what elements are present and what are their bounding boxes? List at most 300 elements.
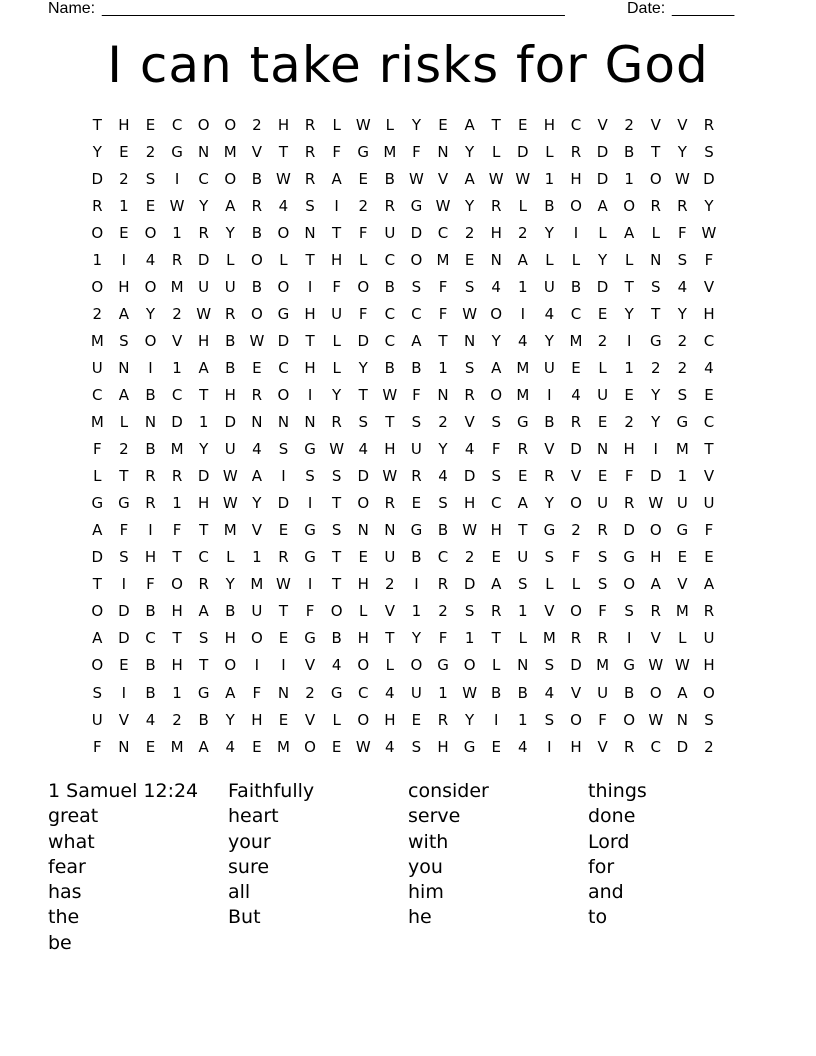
grid-letter[interactable]: M (675, 440, 689, 459)
grid-letter[interactable]: 2 (358, 196, 368, 215)
grid-letter[interactable]: B (251, 277, 262, 296)
grid-letter[interactable]: G (304, 629, 316, 648)
grid-letter[interactable]: O (649, 521, 662, 540)
grid-letter[interactable]: B (624, 142, 635, 161)
grid-letter[interactable]: R (544, 467, 555, 486)
grid-letter[interactable]: U (251, 602, 263, 621)
grid-letter[interactable]: 4 (544, 304, 555, 323)
grid-letter[interactable]: N (676, 710, 688, 729)
grid-letter[interactable]: B (331, 629, 342, 648)
grid-letter[interactable]: A (225, 683, 236, 702)
grid-letter[interactable]: B (145, 602, 156, 621)
grid-letter[interactable]: O (649, 683, 662, 702)
grid-letter[interactable]: N (304, 413, 316, 432)
grid-letter[interactable]: S (704, 710, 714, 729)
grid-letter[interactable]: Y (252, 494, 262, 513)
grid-letter[interactable]: R (331, 413, 342, 432)
grid-letter[interactable]: E (278, 629, 289, 648)
grid-letter[interactable]: B (624, 683, 635, 702)
grid-letter[interactable]: A (491, 575, 502, 594)
grid-letter[interactable]: 1 (438, 358, 448, 377)
grid-letter[interactable]: A (92, 629, 103, 648)
grid-letter[interactable]: O (91, 602, 104, 621)
grid-letter[interactable]: E (252, 358, 262, 377)
grid-letter[interactable]: D (171, 413, 183, 432)
grid-letter[interactable]: M (569, 331, 583, 350)
grid-letter[interactable]: D (623, 521, 635, 540)
grid-letter[interactable]: M (170, 440, 184, 459)
grid-letter[interactable]: S (411, 737, 422, 756)
grid-letter[interactable]: T (438, 331, 448, 350)
grid-letter[interactable]: O (91, 223, 104, 242)
grid-letter[interactable]: 2 (172, 710, 182, 729)
grid-letter[interactable]: M (675, 602, 689, 621)
grid-letter[interactable]: B (145, 440, 156, 459)
grid-letter[interactable]: O (649, 169, 662, 188)
grid-letter[interactable]: G (516, 413, 529, 432)
grid-letter[interactable]: H (463, 494, 476, 513)
grid-letter[interactable]: F (412, 142, 421, 161)
grid-letter[interactable]: B (411, 358, 422, 377)
grid-letter[interactable]: V (118, 710, 130, 729)
grid-letter[interactable]: H (198, 331, 210, 350)
grid-letter[interactable]: Y (651, 413, 661, 432)
grid-letter[interactable]: W (674, 169, 690, 188)
grid-letter[interactable]: 1 (464, 629, 475, 648)
grid-letter[interactable]: N (437, 142, 449, 161)
grid-letter[interactable]: U (597, 683, 609, 702)
grid-letter[interactable]: F (438, 304, 448, 323)
grid-letter[interactable]: Y (438, 440, 448, 459)
grid-letter[interactable]: I (520, 304, 526, 323)
grid-letter[interactable]: A (677, 683, 688, 702)
grid-letter[interactable]: Y (465, 142, 475, 161)
grid-letter[interactable]: C (198, 169, 209, 188)
grid-letter[interactable]: E (518, 115, 528, 134)
grid-letter[interactable]: Y (597, 250, 608, 269)
grid-letter[interactable]: G (437, 656, 449, 675)
grid-letter[interactable]: A (491, 358, 502, 377)
grid-letter[interactable]: W (355, 737, 371, 756)
grid-letter[interactable]: O (250, 304, 263, 323)
grid-letter[interactable]: R (304, 142, 316, 161)
grid-letter[interactable]: M (516, 358, 530, 377)
grid-letter[interactable]: T (704, 440, 714, 459)
grid-letter[interactable]: 2 (305, 683, 315, 702)
grid-letter[interactable]: E (597, 304, 608, 323)
grid-letter[interactable]: N (384, 521, 396, 540)
grid-letter[interactable]: A (198, 602, 209, 621)
grid-letter[interactable]: Y (199, 196, 209, 215)
grid-letter[interactable]: W (462, 521, 478, 540)
grid-letter[interactable]: S (411, 277, 422, 296)
grid-letter[interactable]: L (332, 331, 341, 350)
grid-letter[interactable]: E (491, 737, 501, 756)
grid-letter[interactable]: H (490, 223, 502, 242)
grid-letter[interactable]: S (677, 385, 688, 404)
grid-letter[interactable]: H (570, 737, 582, 756)
grid-letter[interactable]: I (307, 494, 313, 513)
grid-letter[interactable]: B (544, 196, 555, 215)
grid-letter[interactable]: 2 (119, 440, 129, 459)
grid-letter[interactable]: I (254, 656, 260, 675)
grid-letter[interactable]: T (332, 548, 342, 567)
grid-letter[interactable]: L (518, 196, 527, 215)
grid-letter[interactable]: F (598, 602, 607, 621)
grid-letter[interactable]: D (570, 656, 582, 675)
grid-letter[interactable]: V (544, 602, 555, 621)
grid-letter[interactable]: A (331, 169, 342, 188)
grid-letter[interactable]: 1 (518, 277, 528, 296)
grid-letter[interactable]: O (490, 304, 503, 323)
grid-letter[interactable]: 4 (225, 737, 236, 756)
grid-letter[interactable]: C (570, 304, 582, 323)
grid-letter[interactable]: 2 (677, 331, 688, 350)
grid-letter[interactable]: 1 (438, 683, 448, 702)
grid-letter[interactable]: B (544, 413, 555, 432)
grid-letter[interactable]: F (92, 440, 102, 459)
grid-letter[interactable]: 1 (544, 169, 555, 188)
grid-letter[interactable]: U (91, 710, 103, 729)
grid-letter[interactable]: H (570, 169, 582, 188)
grid-letter[interactable]: 2 (92, 304, 103, 323)
grid-letter[interactable]: R (570, 413, 582, 432)
grid-letter[interactable]: 2 (172, 304, 182, 323)
grid-letter[interactable]: 2 (704, 737, 714, 756)
grid-letter[interactable]: T (624, 277, 634, 296)
grid-letter[interactable]: S (704, 142, 714, 161)
grid-letter[interactable]: S (331, 521, 342, 540)
grid-letter[interactable]: G (623, 656, 635, 675)
grid-letter[interactable]: R (677, 196, 688, 215)
grid-letter[interactable]: I (414, 575, 419, 594)
grid-letter[interactable]: Y (704, 196, 714, 215)
grid-letter[interactable]: A (703, 575, 715, 594)
grid-letter[interactable]: Y (411, 629, 421, 648)
grid-letter[interactable]: E (411, 710, 422, 729)
grid-letter[interactable]: G (277, 304, 290, 323)
grid-letter[interactable]: R (597, 521, 608, 540)
grid-letter[interactable]: L (226, 250, 235, 269)
grid-letter[interactable]: L (119, 413, 129, 432)
grid-letter[interactable]: F (704, 521, 714, 540)
grid-letter[interactable]: G (649, 331, 662, 350)
grid-letter[interactable]: H (198, 494, 210, 513)
grid-letter[interactable]: I (121, 575, 127, 594)
grid-letter[interactable]: R (171, 250, 183, 269)
grid-letter[interactable]: Y (411, 115, 421, 134)
grid-letter[interactable]: T (651, 304, 661, 323)
grid-letter[interactable]: I (573, 223, 579, 242)
grid-letter[interactable]: D (91, 169, 104, 188)
grid-letter[interactable]: H (703, 304, 715, 323)
grid-letter[interactable]: Y (544, 331, 554, 350)
grid-letter[interactable]: 2 (677, 358, 688, 377)
grid-letter[interactable]: U (198, 277, 210, 296)
grid-letter[interactable]: F (438, 629, 448, 648)
grid-letter[interactable]: O (623, 710, 636, 729)
grid-letter[interactable]: I (174, 169, 180, 188)
grid-letter[interactable]: C (650, 737, 661, 756)
grid-letter[interactable]: E (571, 358, 581, 377)
grid-letter[interactable]: Y (465, 196, 475, 215)
grid-letter[interactable]: M (170, 277, 184, 296)
grid-letter[interactable]: I (121, 683, 127, 702)
grid-letter[interactable]: B (198, 710, 209, 729)
grid-letter[interactable]: G (304, 440, 316, 459)
grid-letter[interactable]: E (597, 467, 608, 486)
grid-letter[interactable]: L (678, 629, 687, 648)
grid-letter[interactable]: F (491, 440, 501, 459)
grid-letter[interactable]: L (359, 250, 368, 269)
grid-letter[interactable]: B (225, 358, 236, 377)
grid-letter[interactable]: 2 (385, 575, 395, 594)
grid-letter[interactable]: U (331, 304, 343, 323)
grid-letter[interactable]: H (490, 521, 502, 540)
grid-letter[interactable]: O (570, 494, 582, 513)
grid-letter[interactable]: O (171, 575, 183, 594)
grid-letter[interactable]: R (145, 494, 156, 513)
grid-letter[interactable]: T (385, 413, 395, 432)
grid-letter[interactable]: 4 (385, 683, 395, 702)
grid-letter[interactable]: 1 (119, 196, 129, 215)
grid-letter[interactable]: 1 (172, 494, 182, 513)
grid-letter[interactable]: R (437, 710, 449, 729)
grid-letter[interactable]: M (383, 142, 397, 161)
grid-letter[interactable]: V (304, 710, 316, 729)
grid-letter[interactable]: A (198, 737, 209, 756)
grid-letter[interactable]: R (570, 142, 582, 161)
grid-letter[interactable]: T (491, 115, 501, 134)
grid-letter[interactable]: M (223, 142, 237, 161)
grid-letter[interactable]: 4 (491, 277, 501, 296)
grid-letter[interactable]: V (677, 115, 688, 134)
grid-letter[interactable]: D (91, 548, 104, 567)
grid-letter[interactable]: M (170, 737, 184, 756)
grid-letter[interactable]: G (410, 196, 423, 215)
grid-letter[interactable]: T (358, 385, 368, 404)
grid-letter[interactable]: E (119, 656, 129, 675)
grid-letter[interactable]: 4 (571, 385, 581, 404)
grid-letter[interactable]: L (492, 142, 501, 161)
grid-letter[interactable]: S (198, 629, 209, 648)
grid-letter[interactable]: S (464, 602, 475, 621)
grid-letter[interactable]: V (677, 575, 688, 594)
grid-letter[interactable]: L (359, 602, 368, 621)
grid-letter[interactable]: 2 (650, 358, 661, 377)
grid-letter[interactable]: Y (199, 440, 209, 459)
grid-letter[interactable]: D (463, 467, 476, 486)
grid-letter[interactable]: R (464, 385, 475, 404)
grid-letter[interactable]: B (384, 358, 395, 377)
grid-letter[interactable]: M (436, 250, 450, 269)
grid-letter[interactable]: U (410, 440, 422, 459)
grid-letter[interactable]: S (438, 494, 448, 513)
grid-letter[interactable]: W (701, 223, 717, 242)
grid-letter[interactable]: Y (225, 575, 235, 594)
grid-letter[interactable]: E (278, 521, 289, 540)
grid-letter[interactable]: C (384, 250, 396, 269)
grid-letter[interactable]: R (198, 223, 209, 242)
grid-letter[interactable]: C (384, 331, 396, 350)
grid-letter[interactable]: C (171, 385, 183, 404)
grid-letter[interactable]: U (597, 385, 609, 404)
grid-letter[interactable]: W (276, 169, 291, 188)
grid-letter[interactable]: 4 (518, 737, 528, 756)
grid-letter[interactable]: G (197, 683, 210, 702)
grid-letter[interactable]: H (304, 358, 316, 377)
grid-letter[interactable]: A (118, 385, 130, 404)
grid-letter[interactable]: N (144, 413, 157, 432)
grid-letter[interactable]: H (357, 629, 369, 648)
grid-letter[interactable]: R (384, 196, 396, 215)
grid-letter[interactable]: M (90, 413, 104, 432)
grid-letter[interactable]: R (251, 196, 263, 215)
grid-letter[interactable]: C (411, 304, 422, 323)
grid-letter[interactable]: M (90, 331, 104, 350)
grid-letter[interactable]: D (118, 629, 130, 648)
grid-letter[interactable]: N (357, 521, 369, 540)
grid-letter[interactable]: H (331, 250, 343, 269)
grid-letter[interactable]: U (410, 683, 422, 702)
grid-letter[interactable]: D (596, 169, 609, 188)
grid-letter[interactable]: L (279, 250, 288, 269)
grid-letter[interactable]: I (547, 737, 552, 756)
grid-letter[interactable]: O (570, 602, 582, 621)
grid-letter[interactable]: O (410, 250, 423, 269)
grid-letter[interactable]: T (119, 467, 129, 486)
grid-letter[interactable]: S (92, 683, 103, 702)
grid-letter[interactable]: F (146, 575, 155, 594)
grid-letter[interactable]: S (491, 467, 501, 486)
grid-letter[interactable]: U (91, 358, 103, 377)
grid-letter[interactable]: W (648, 710, 664, 729)
grid-letter[interactable]: F (358, 304, 368, 323)
grid-letter[interactable]: 1 (198, 413, 209, 432)
grid-letter[interactable]: Y (465, 710, 475, 729)
grid-letter[interactable]: T (651, 142, 661, 161)
grid-letter[interactable]: Y (145, 304, 156, 323)
grid-letter[interactable]: H (171, 602, 183, 621)
grid-letter[interactable]: H (118, 277, 130, 296)
grid-letter[interactable]: O (250, 250, 263, 269)
grid-letter[interactable]: B (145, 385, 156, 404)
grid-letter[interactable]: O (277, 277, 290, 296)
grid-letter[interactable]: Y (225, 223, 235, 242)
grid-letter[interactable]: D (676, 737, 689, 756)
grid-letter[interactable]: A (650, 575, 661, 594)
grid-letter[interactable]: 2 (597, 331, 608, 350)
grid-letter[interactable]: A (624, 223, 635, 242)
grid-letter[interactable]: R (490, 196, 502, 215)
grid-letter[interactable]: M (250, 575, 264, 594)
grid-letter[interactable]: B (225, 602, 236, 621)
grid-letter[interactable]: A (92, 521, 103, 540)
grid-letter[interactable]: N (198, 142, 210, 161)
grid-letter[interactable]: L (624, 250, 634, 269)
grid-letter[interactable]: 4 (278, 196, 289, 215)
grid-letter[interactable]: R (304, 115, 316, 134)
grid-letter[interactable]: F (598, 710, 607, 729)
grid-letter[interactable]: G (357, 142, 370, 161)
grid-letter[interactable]: H (304, 304, 316, 323)
grid-letter[interactable]: H (650, 548, 662, 567)
grid-letter[interactable]: 1 (92, 250, 103, 269)
grid-letter[interactable]: Y (677, 304, 687, 323)
grid-letter[interactable]: I (307, 385, 313, 404)
grid-letter[interactable]: C (357, 683, 369, 702)
grid-letter[interactable]: H (224, 385, 236, 404)
grid-letter[interactable]: 2 (119, 169, 129, 188)
grid-letter[interactable]: B (411, 548, 422, 567)
grid-letter[interactable]: F (92, 737, 102, 756)
grid-letter[interactable]: O (410, 656, 423, 675)
grid-letter[interactable]: W (382, 467, 398, 486)
grid-letter[interactable]: M (223, 521, 237, 540)
grid-letter[interactable]: E (518, 467, 528, 486)
grid-letter[interactable]: N (463, 331, 476, 350)
grid-letter[interactable]: H (623, 440, 635, 459)
grid-letter[interactable]: E (491, 548, 501, 567)
grid-letter[interactable]: U (384, 223, 396, 242)
grid-letter[interactable]: G (463, 737, 476, 756)
grid-letter[interactable]: V (703, 467, 715, 486)
grid-letter[interactable]: L (332, 115, 341, 134)
grid-letter[interactable]: O (91, 656, 104, 675)
grid-letter[interactable]: G (623, 548, 635, 567)
grid-letter[interactable]: D (596, 277, 609, 296)
grid-letter[interactable]: T (305, 331, 315, 350)
grid-letter[interactable]: Y (677, 142, 687, 161)
grid-letter[interactable]: W (222, 467, 238, 486)
grid-letter[interactable]: R (570, 629, 582, 648)
grid-letter[interactable]: O (623, 196, 636, 215)
grid-letter[interactable]: C (278, 358, 289, 377)
grid-letter[interactable]: S (518, 575, 528, 594)
grid-letter[interactable]: B (491, 683, 502, 702)
grid-letter[interactable]: R (703, 602, 715, 621)
grid-letter[interactable]: D (277, 331, 290, 350)
grid-letter[interactable]: I (626, 331, 632, 350)
grid-letter[interactable]: I (281, 467, 286, 486)
grid-letter[interactable]: E (624, 385, 634, 404)
grid-letter[interactable]: C (703, 413, 715, 432)
grid-letter[interactable]: D (649, 467, 662, 486)
grid-letter[interactable]: 4 (464, 440, 475, 459)
grid-letter[interactable]: N (490, 250, 502, 269)
grid-letter[interactable]: Y (225, 710, 235, 729)
grid-letter[interactable]: 4 (145, 250, 156, 269)
grid-letter[interactable]: O (357, 656, 370, 675)
grid-letter[interactable]: T (278, 602, 289, 621)
grid-letter[interactable]: 4 (438, 467, 448, 486)
grid-letter[interactable]: 4 (385, 737, 395, 756)
grid-letter[interactable]: L (385, 656, 394, 675)
grid-letter[interactable]: R (650, 196, 661, 215)
grid-letter[interactable]: E (411, 494, 422, 513)
grid-letter[interactable]: G (330, 683, 343, 702)
grid-letter[interactable]: S (305, 467, 315, 486)
grid-letter[interactable]: R (198, 575, 209, 594)
grid-letter[interactable]: S (119, 548, 129, 567)
grid-letter[interactable]: 1 (172, 223, 182, 242)
grid-letter[interactable]: O (357, 494, 370, 513)
grid-letter[interactable]: E (358, 169, 368, 188)
grid-letter[interactable]: S (358, 413, 368, 432)
grid-letter[interactable]: L (332, 710, 341, 729)
grid-letter[interactable]: E (252, 737, 262, 756)
grid-letter[interactable]: 1 (172, 683, 182, 702)
